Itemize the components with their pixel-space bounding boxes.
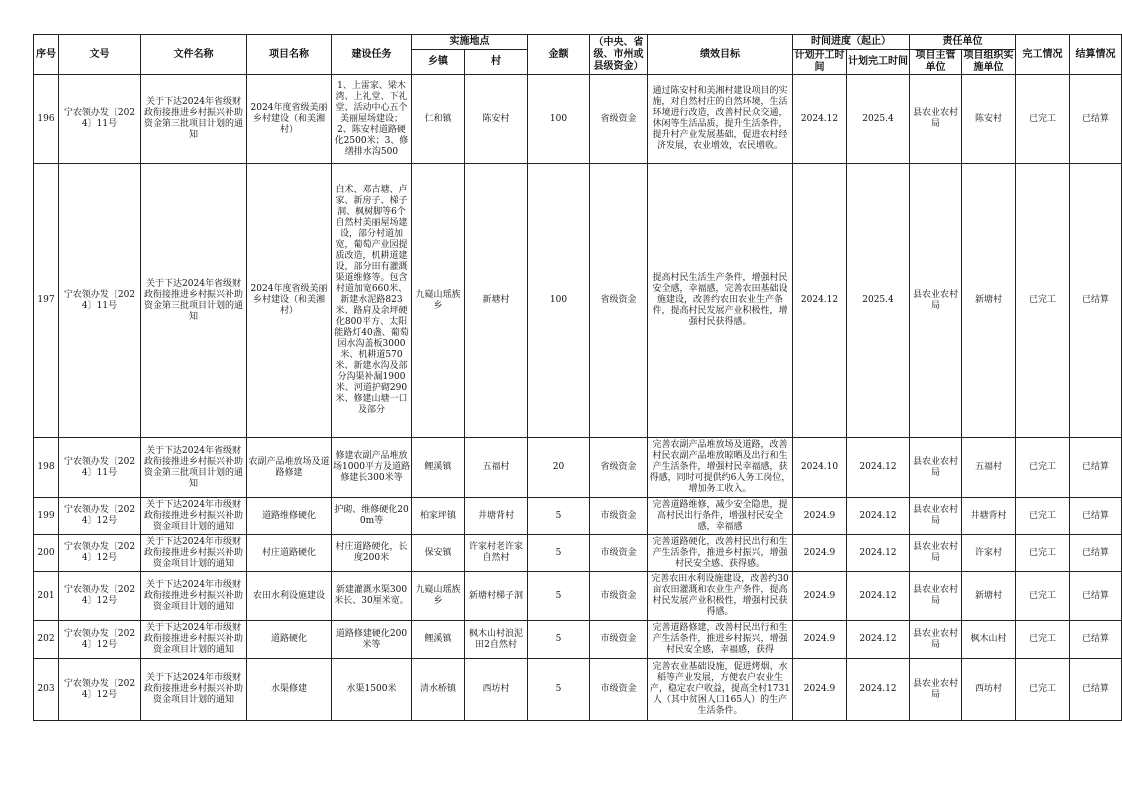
cell-tasks: 新建灌溉水渠300米长、30厘米宽。: [332, 572, 412, 621]
cell-goal: 提高村民生活生产条件，增强村民安全感，幸福感，完善农田基础设施建设，改善约农田农业生产条件，提高村民发展产业积极性，增强村民获得感。: [648, 164, 793, 438]
cell-village: 五福村: [465, 438, 528, 498]
header-dept: 项目主管单位: [910, 50, 962, 75]
cell-seq: 202: [34, 621, 59, 659]
header-seq: 序号: [34, 35, 59, 75]
header-responsible: 责任单位: [910, 35, 1016, 50]
cell-tasks: 护砌、维修硬化200m等: [332, 498, 412, 535]
cell-amount: 5: [528, 535, 590, 572]
cell-fund-level: 市级资金: [590, 572, 648, 621]
header-settlement: 结算情况: [1070, 35, 1122, 75]
cell-settlement: 已结算: [1070, 498, 1122, 535]
header-doc-no: 文号: [59, 35, 141, 75]
cell-plan-end: 2025.4: [847, 75, 910, 164]
cell-dept: 县农业农村局: [910, 75, 962, 164]
cell-completion: 已完工: [1016, 438, 1070, 498]
cell-fund-level: 市级资金: [590, 621, 648, 659]
cell-doc-no: 宁农领办发〔2024〕11号: [59, 75, 141, 164]
cell-plan-start: 2024.12: [793, 75, 847, 164]
header-township: 乡镇: [412, 50, 465, 75]
cell-seq: 197: [34, 164, 59, 438]
cell-completion: 已完工: [1016, 164, 1070, 438]
cell-file-name: 关于下达2024年省级财政衔接推进乡村振兴补助资金第三批项目计划的通知: [141, 438, 247, 498]
cell-project-name: 农副产品堆放场及道路修建: [247, 438, 332, 498]
cell-township: 柏家坪镇: [412, 498, 465, 535]
cell-tasks: 修建农副产品堆放场1000平方及道路修建长300米等: [332, 438, 412, 498]
cell-org: 新塘村: [962, 164, 1016, 438]
cell-township: 仁和镇: [412, 75, 465, 164]
cell-village: 陈安村: [465, 75, 528, 164]
cell-plan-end: 2024.12: [847, 498, 910, 535]
cell-plan-end: 2024.12: [847, 535, 910, 572]
cell-project-name: 道路硬化: [247, 621, 332, 659]
cell-goal: 完善道路硬化，改善村民出行和生产生活条件，推进乡村振兴，增强村民安全感、获得感。: [648, 535, 793, 572]
table-row: [34, 498, 1122, 535]
cell-plan-start: 2024.9: [793, 498, 847, 535]
cell-dept: 县农业农村局: [910, 659, 962, 721]
cell-org: 新塘村: [962, 572, 1016, 621]
cell-file-name: 关于下达2024年市级财政衔接推进乡村振兴补助资金项目计划的通知: [141, 572, 247, 621]
cell-seq: 198: [34, 438, 59, 498]
cell-township: 清水桥镇: [412, 659, 465, 721]
cell-plan-start: 2024.12: [793, 164, 847, 438]
cell-goal: 完善农业基础设施，促进烤烟、水稻等产业发展，方便农户农业生产，稳定农户收益，提高全村1731人（其中贫困人口165人）的生产生活条件。: [648, 659, 793, 721]
table-row: [34, 572, 1122, 621]
cell-village: 西坊村: [465, 659, 528, 721]
cell-project-name: 村庄道路硬化: [247, 535, 332, 572]
table-row: [34, 659, 1122, 721]
cell-plan-end: 2024.12: [847, 621, 910, 659]
header-completion: 完工情况: [1016, 35, 1070, 75]
header-file-name: 文件名称: [141, 35, 247, 75]
cell-village: 井塘背村: [465, 498, 528, 535]
header-goal: 绩效目标: [648, 35, 793, 75]
cell-seq: 201: [34, 572, 59, 621]
cell-tasks: 道路修建硬化200米等: [332, 621, 412, 659]
cell-township: 鲤溪镇: [412, 438, 465, 498]
cell-amount: 100: [528, 164, 590, 438]
cell-goal: 完善道路维修，减少安全隐患，提高村民出行条件，增强村民安全感，幸福感: [648, 498, 793, 535]
cell-plan-end: 2024.12: [847, 572, 910, 621]
cell-township: 九嶷山瑶族乡: [412, 164, 465, 438]
cell-doc-no: 宁农领办发〔2024〕12号: [59, 572, 141, 621]
header-tasks: 建设任务: [332, 35, 412, 75]
cell-org: 陈安村: [962, 75, 1016, 164]
cell-dept: 县农业农村局: [910, 498, 962, 535]
cell-plan-start: 2024.9: [793, 572, 847, 621]
cell-settlement: 已结算: [1070, 164, 1122, 438]
cell-dept: 县农业农村局: [910, 164, 962, 438]
header-project-name: 项目名称: [247, 35, 332, 75]
table-row: [34, 438, 1122, 498]
cell-completion: 已完工: [1016, 621, 1070, 659]
cell-tasks: 白术、邓古塘、卢家、新房子、梯子洞、枫树脚等6个自然村美丽屋场建设，部分村道加宽，葡萄产业园提质改造，机耕道建设，部分田有灌溉渠道维修等。包含村道加宽660米、新建水泥路823米、路肩及余坪硬化800平方、太阳能路灯40盏、葡萄园水沟盖板3000米、机耕道570米、新建水沟及部分沟渠补漏1900米、河道护砌290米、修建山塘一口及部分: [332, 164, 412, 438]
cell-plan-start: 2024.10: [793, 438, 847, 498]
cell-file-name: 关于下达2024年省级财政衔接推进乡村振兴补助资金第三批项目计划的通知: [141, 164, 247, 438]
cell-project-name: 2024年度省级美丽乡村建设（和美湘村）: [247, 75, 332, 164]
cell-org: 井塘背村: [962, 498, 1016, 535]
cell-tasks: 村庄道路硬化，长度200米: [332, 535, 412, 572]
cell-dept: 县农业农村局: [910, 621, 962, 659]
cell-settlement: 已结算: [1070, 75, 1122, 164]
cell-doc-no: 宁农领办发〔2024〕12号: [59, 659, 141, 721]
cell-doc-no: 宁农领办发〔2024〕11号: [59, 438, 141, 498]
header-plan-start: 计划开工时间: [794, 50, 845, 73]
cell-seq: 196: [34, 75, 59, 164]
cell-dept: 县农业农村局: [910, 438, 962, 498]
cell-fund-level: 省级资金: [590, 438, 648, 498]
cell-settlement: 已结算: [1070, 621, 1122, 659]
cell-completion: 已完工: [1016, 659, 1070, 721]
project-table: [33, 34, 1122, 721]
cell-project-name: 农田水利设施建设: [247, 572, 332, 621]
cell-org: 枫木山村: [962, 621, 1016, 659]
cell-village: 枫木山村浪泥田2自然村: [465, 621, 528, 659]
cell-settlement: 已结算: [1070, 659, 1122, 721]
table-row: [34, 535, 1122, 572]
cell-goal: 完善农副产品堆放场及道路，改善村民农副产品堆放晾晒及出行和生产生活条件，增强村民幸福感，获得感，同时可提供约6人务工岗位，增加务工收入。: [648, 438, 793, 498]
cell-doc-no: 宁农领办发〔2024〕12号: [59, 498, 141, 535]
header-plan-end: 计划完工时间: [847, 50, 910, 75]
cell-plan-end: 2025.4: [847, 164, 910, 438]
cell-dept: 县农业农村局: [910, 535, 962, 572]
cell-doc-no: 宁农领办发〔2024〕12号: [59, 621, 141, 659]
cell-project-name: 水渠修建: [247, 659, 332, 721]
cell-amount: 20: [528, 438, 590, 498]
table-row: [34, 164, 1122, 438]
cell-township: 九嶷山瑶族乡: [412, 572, 465, 621]
cell-fund-level: 省级资金: [590, 75, 648, 164]
cell-amount: 5: [528, 621, 590, 659]
cell-amount: 5: [528, 498, 590, 535]
cell-plan-start: 2024.9: [793, 659, 847, 721]
cell-township: 鲤溪镇: [412, 621, 465, 659]
cell-village: 新塘村: [465, 164, 528, 438]
header-org: 项目组织实施单位: [963, 50, 1014, 73]
header-fund-level: （中央、省级、市州或县级资金）: [590, 35, 648, 75]
cell-file-name: 关于下达2024年市级财政衔接推进乡村振兴补助资金项目计划的通知: [141, 621, 247, 659]
cell-fund-level: 市级资金: [590, 498, 648, 535]
cell-tasks: 1、上雷家、梁木湾、上礼堂、下礼堂、活动中心五个美丽屋场建设；2、陈安村道路硬化2500米；3、修缮排水沟500: [332, 75, 412, 164]
cell-amount: 5: [528, 659, 590, 721]
cell-seq: 200: [34, 535, 59, 572]
header-village: 村: [465, 50, 528, 75]
cell-dept: 县农业农村局: [910, 572, 962, 621]
cell-village: 新塘村梯子洞: [465, 572, 528, 621]
cell-plan-start: 2024.9: [793, 621, 847, 659]
cell-completion: 已完工: [1016, 572, 1070, 621]
cell-seq: 203: [34, 659, 59, 721]
cell-file-name: 关于下达2024年市级财政衔接推进乡村振兴补助资金项目计划的通知: [141, 535, 247, 572]
cell-project-name: 道路维修硬化: [247, 498, 332, 535]
cell-seq: 199: [34, 498, 59, 535]
cell-completion: 已完工: [1016, 498, 1070, 535]
cell-plan-end: 2024.12: [847, 659, 910, 721]
table-row: [34, 621, 1122, 659]
cell-org: 西坊村: [962, 659, 1016, 721]
cell-plan-end: 2024.12: [847, 438, 910, 498]
cell-settlement: 已结算: [1070, 438, 1122, 498]
cell-goal: 完善农田水利设施建设，改善约30亩农田灌溉和农业生产条件，提高村民发展产业积极性，增强村民获得感。: [648, 572, 793, 621]
cell-fund-level: 市级资金: [590, 659, 648, 721]
cell-doc-no: 宁农领办发〔2024〕12号: [59, 535, 141, 572]
cell-village: 许家村老许家自然村: [465, 535, 528, 572]
cell-completion: 已完工: [1016, 75, 1070, 164]
cell-fund-level: 市级资金: [590, 535, 648, 572]
cell-file-name: 关于下达2024年省级财政衔接推进乡村振兴补助资金第三批项目计划的通知: [141, 75, 247, 164]
cell-amount: 5: [528, 572, 590, 621]
cell-doc-no: 宁农领办发〔2024〕11号: [59, 164, 141, 438]
cell-tasks: 水渠1500米: [332, 659, 412, 721]
cell-township: 保安镇: [412, 535, 465, 572]
table-row: [34, 75, 1122, 164]
cell-goal: 完善道路修建，改善村民出行和生产生活条件，推进乡村振兴，增强村民安全感，幸福感，获得: [648, 621, 793, 659]
cell-org: 许家村: [962, 535, 1016, 572]
header-location: 实施地点: [412, 35, 528, 50]
cell-org: 五福村: [962, 438, 1016, 498]
header-amount: 金额: [528, 35, 590, 75]
cell-settlement: 已结算: [1070, 535, 1122, 572]
cell-settlement: 已结算: [1070, 572, 1122, 621]
cell-fund-level: 省级资金: [590, 164, 648, 438]
cell-file-name: 关于下达2024年市级财政衔接推进乡村振兴补助资金项目计划的通知: [141, 659, 247, 721]
header-schedule: 时间进度（起止）: [793, 35, 910, 50]
cell-file-name: 关于下达2024年市级财政衔接推进乡村振兴补助资金项目计划的通知: [141, 498, 247, 535]
cell-plan-start: 2024.9: [793, 535, 847, 572]
cell-amount: 100: [528, 75, 590, 164]
cell-completion: 已完工: [1016, 535, 1070, 572]
cell-goal: 通过陈安村和美湘村建设项目的实施，对自然村庄的自然环境，生活环境进行改造，改善村民众交通，休闲等生活品质，提升生活条件，提升村产业发展基础，促进农村经济发展，农业增效，农民增收。: [648, 75, 793, 164]
cell-project-name: 2024年度省级美丽乡村建设（和美湘村）: [247, 164, 332, 438]
